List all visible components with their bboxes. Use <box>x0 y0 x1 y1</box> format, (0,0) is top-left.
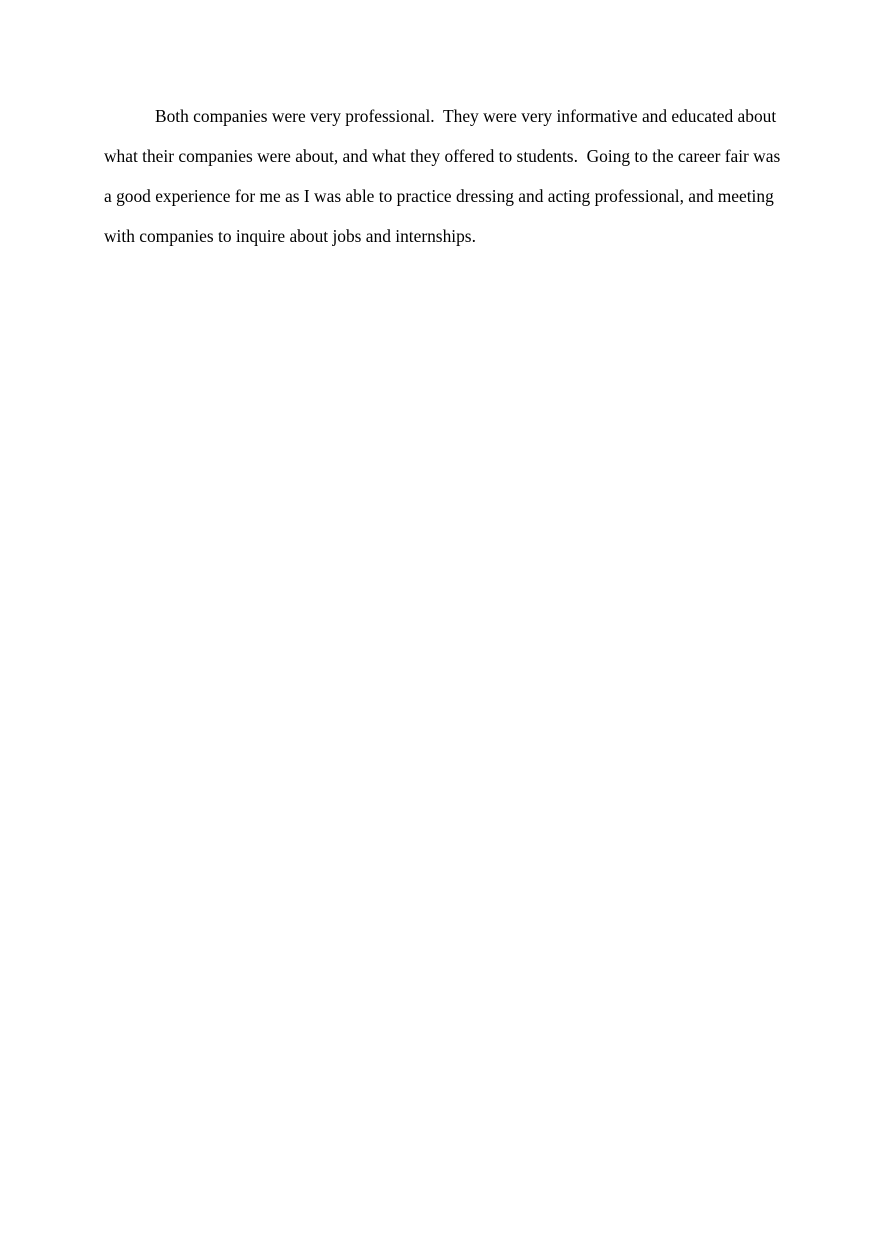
paragraph-line: a good experience for me as I was able to practice dressing and acting professional, and meeting <box>104 186 774 206</box>
paragraph-line: Both companies were very professional. They were very informative and educated about <box>155 106 777 126</box>
body-paragraph <box>104 96 780 256</box>
paragraph-line: with companies to inquire about jobs and internships. <box>104 226 476 246</box>
paragraph-line: what their companies were about, and what they offered to students. Going to the career fair was <box>104 146 781 166</box>
